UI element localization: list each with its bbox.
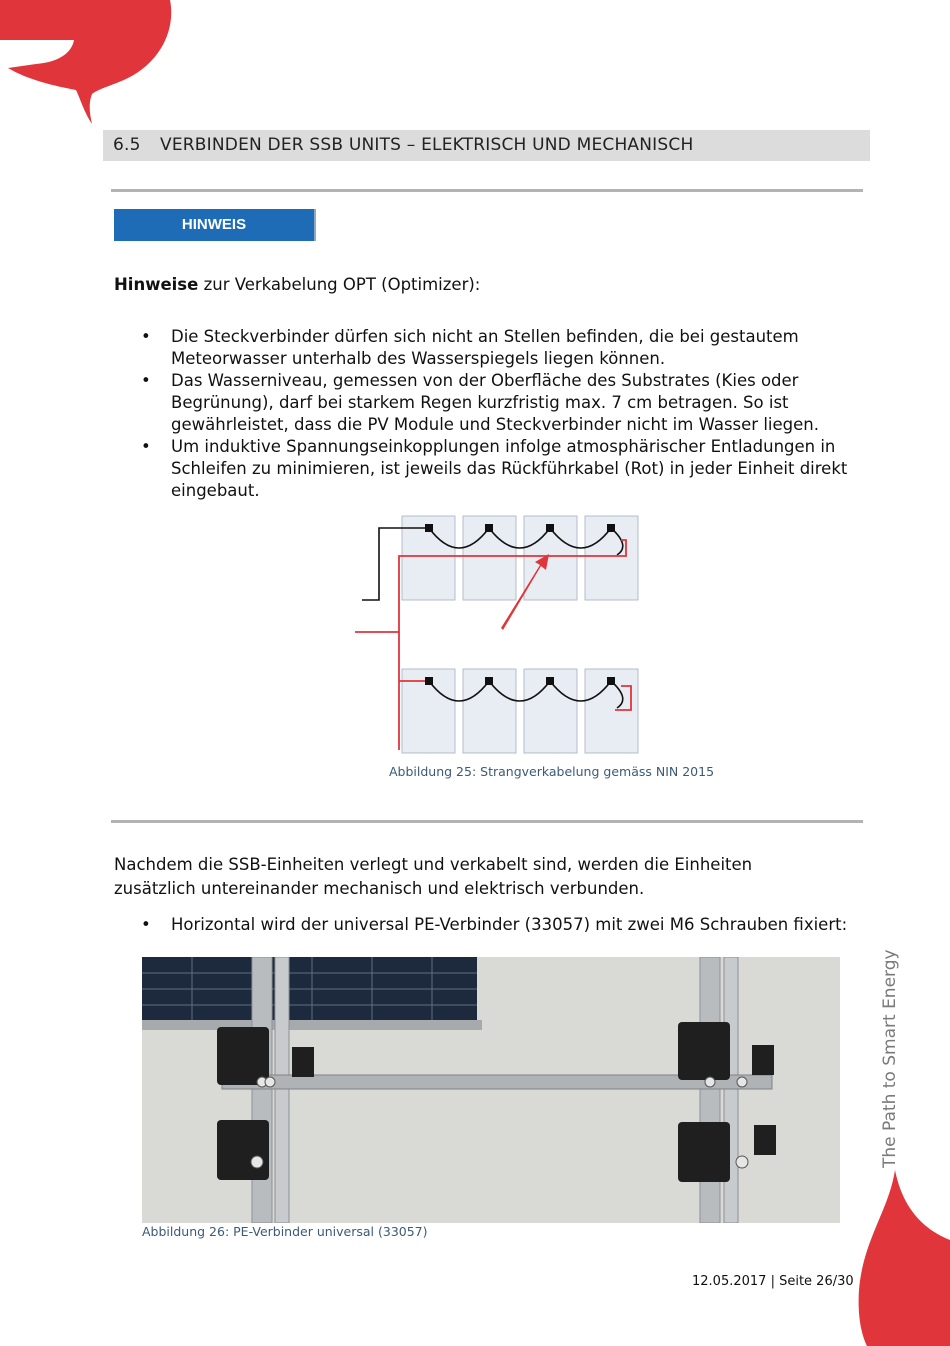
list-item: • Um induktive Spannungseinkopplungen infolge atmosphärischer Entladungen in Schleifen zu minimieren, ist jeweils das Rückführkabel (Rot) in jeder Einheit direkt eingebaut. — [141, 436, 861, 502]
pe-connector-photo — [142, 957, 840, 1223]
intro-bold: Hinweise — [114, 275, 199, 294]
side-slogan: The Path to Smart Energy — [880, 949, 900, 1168]
paragraph: Nachdem die SSB-Einheiten verlegt und verkabelt sind, werden die Einheiten zusätzlich untereinander mechanisch und elektrisch verbunden. — [114, 855, 753, 898]
brand-logo-icon — [0, 0, 180, 125]
footer-date-page: 12.05.2017 | Seite 26/30 — [692, 1274, 854, 1289]
connector-list — [141, 914, 861, 936]
divider — [111, 820, 863, 823]
figure26-caption: Abbildung 26: PE-Verbinder universal (33057) — [142, 1224, 428, 1239]
figure25-caption: Abbildung 25: Strangverkabelung gemäss NIN 2015 — [389, 764, 715, 779]
hint-list — [141, 326, 861, 502]
section-heading — [103, 130, 870, 161]
brand-flame-icon — [855, 1170, 950, 1346]
list-item: • Das Wasserniveau, gemessen von der Oberfläche des Substrates (Kies oder Begrünung), darf bei starkem Regen kurzfristig max. 7 cm betragen. So ist gewährleistet, dass die PV Module und Steckverbinder nicht im Wasser liegen. — [141, 370, 861, 436]
intro-line — [114, 274, 480, 296]
section-number: 6.5 — [113, 135, 141, 155]
divider — [111, 189, 863, 192]
string-wiring-diagram — [355, 510, 645, 760]
notice-badge: HINWEIS — [114, 209, 316, 241]
list-item: • Die Steckverbinder dürfen sich nicht an Stellen befinden, die bei gestautem Meteorwasser unterhalb des Wasserspiegels liegen können. — [141, 326, 861, 370]
section-title: VERBINDEN DER SSB UNITS – ELEKTRISCH UND MECHANISCH — [160, 135, 694, 155]
list-item: • Horizontal wird der universal PE-Verbinder (33057) mit zwei M6 Schrauben fixiert: — [141, 914, 861, 936]
intro-rest: zur Verkabelung OPT (Optimizer): — [198, 275, 481, 294]
